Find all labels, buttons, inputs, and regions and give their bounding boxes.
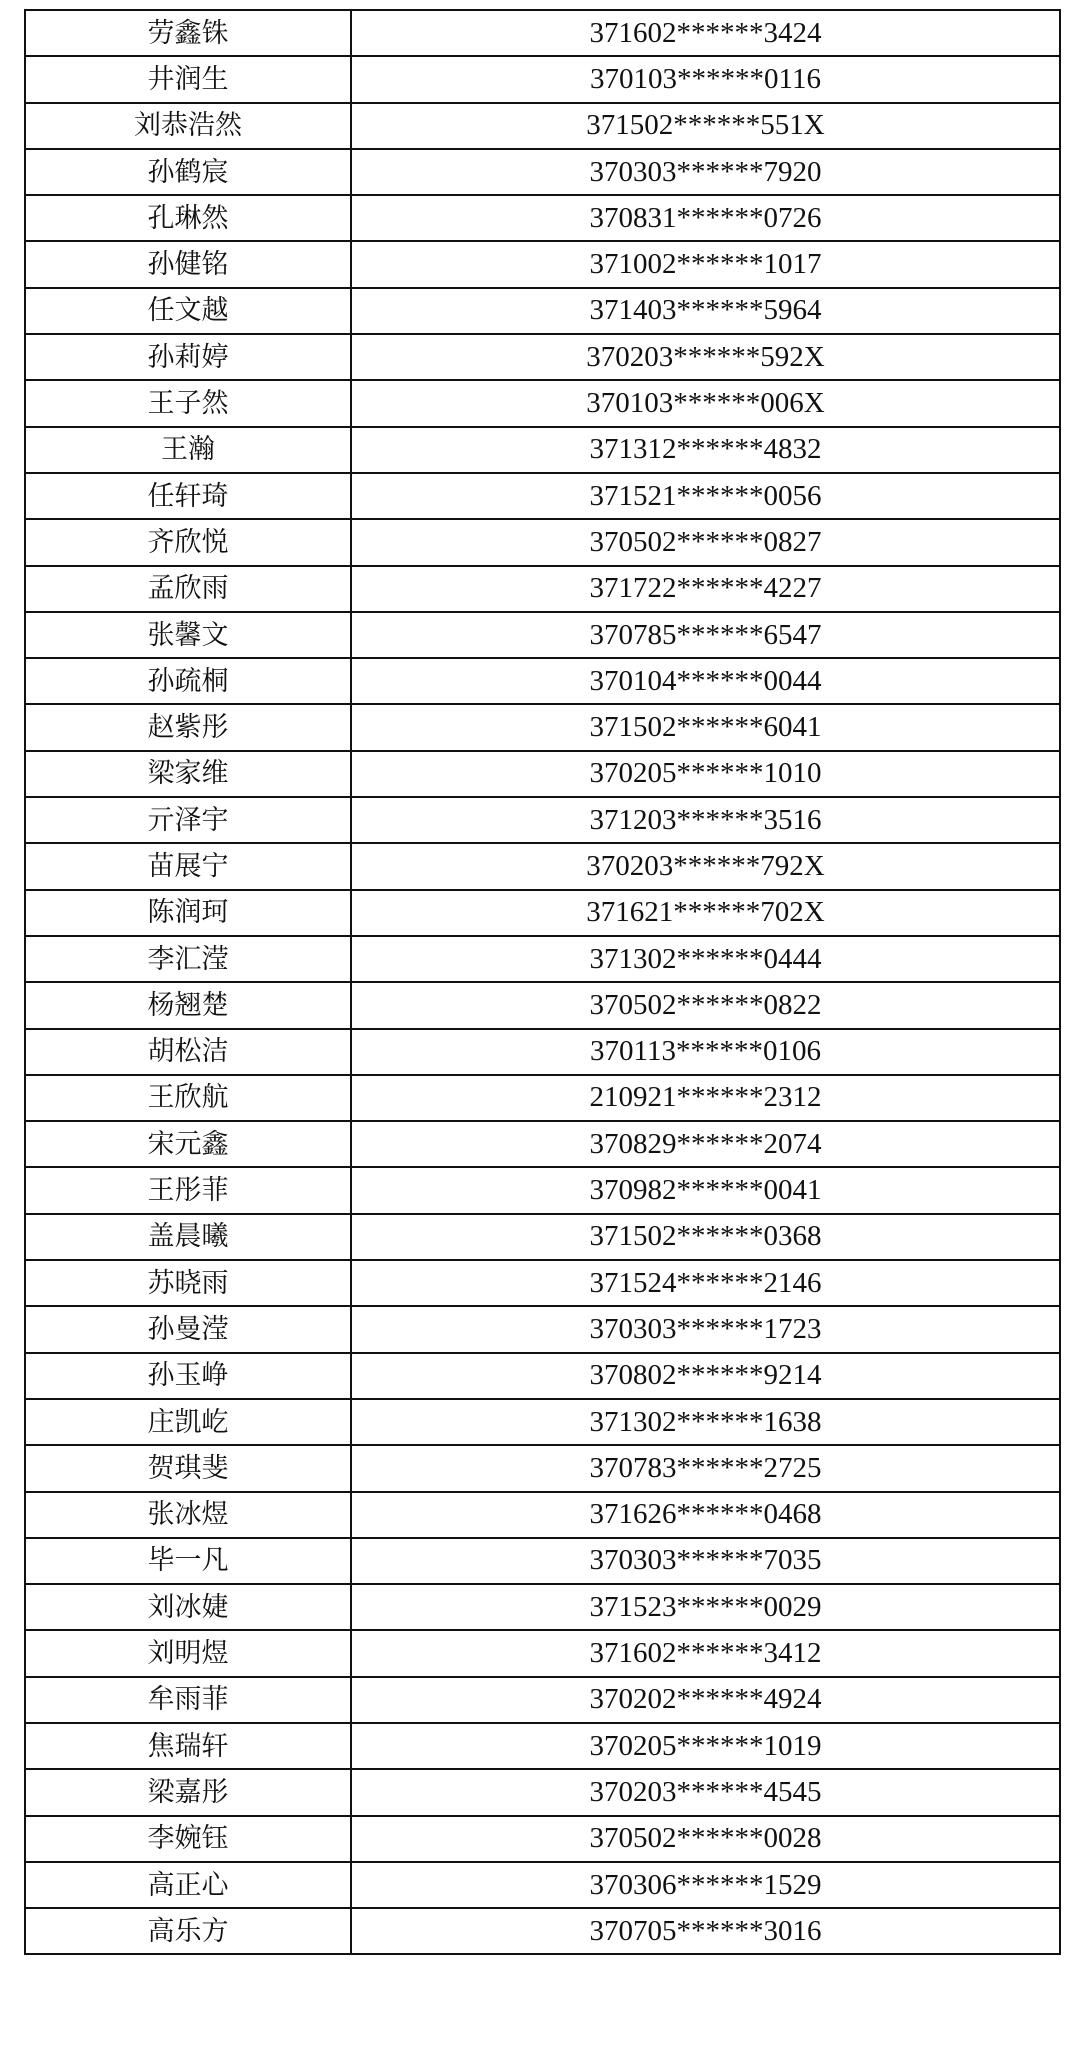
id-number-cell: 370502******0028 bbox=[351, 1816, 1060, 1862]
id-number-cell: 370113******0106 bbox=[351, 1029, 1060, 1075]
table-row bbox=[25, 1538, 1060, 1584]
table-row bbox=[25, 982, 1060, 1028]
name-cell: 胡松洁 bbox=[25, 1029, 351, 1075]
table-row bbox=[25, 1445, 1060, 1491]
table-row bbox=[25, 751, 1060, 797]
table-row bbox=[25, 1353, 1060, 1399]
name-cell: 王彤菲 bbox=[25, 1167, 351, 1213]
id-number-cell: 371602******3412 bbox=[351, 1630, 1060, 1676]
table-row bbox=[25, 1723, 1060, 1769]
table-row bbox=[25, 704, 1060, 750]
name-cell: 李婉钰 bbox=[25, 1816, 351, 1862]
table-row bbox=[25, 612, 1060, 658]
id-number-cell: 370203******4545 bbox=[351, 1769, 1060, 1815]
table-row bbox=[25, 566, 1060, 612]
id-number-cell: 370203******592X bbox=[351, 334, 1060, 380]
id-number-cell: 370829******2074 bbox=[351, 1121, 1060, 1167]
table-row bbox=[25, 56, 1060, 102]
table-row bbox=[25, 658, 1060, 704]
name-cell: 毕一凡 bbox=[25, 1538, 351, 1584]
name-cell: 庄凯屹 bbox=[25, 1399, 351, 1445]
name-cell: 贺琪斐 bbox=[25, 1445, 351, 1491]
name-cell: 宋元鑫 bbox=[25, 1121, 351, 1167]
table-row bbox=[25, 1677, 1060, 1723]
name-cell: 张馨文 bbox=[25, 612, 351, 658]
id-number-cell: 371521******0056 bbox=[351, 473, 1060, 519]
name-cell: 孙鹤宸 bbox=[25, 149, 351, 195]
id-number-cell: 370205******1010 bbox=[351, 751, 1060, 797]
roster-table bbox=[24, 9, 1061, 1955]
id-number-cell: 370306******1529 bbox=[351, 1862, 1060, 1908]
id-number-cell: 371502******0368 bbox=[351, 1214, 1060, 1260]
name-cell: 刘明煜 bbox=[25, 1630, 351, 1676]
name-cell: 高正心 bbox=[25, 1862, 351, 1908]
table-row bbox=[25, 843, 1060, 889]
table-row bbox=[25, 1816, 1060, 1862]
name-cell: 李汇滢 bbox=[25, 936, 351, 982]
table-row bbox=[25, 797, 1060, 843]
id-number-cell: 371602******3424 bbox=[351, 10, 1060, 56]
id-number-cell: 370831******0726 bbox=[351, 195, 1060, 241]
table-row bbox=[25, 1029, 1060, 1075]
table-row bbox=[25, 473, 1060, 519]
table-row bbox=[25, 1908, 1060, 1954]
name-cell: 张冰煜 bbox=[25, 1492, 351, 1538]
name-cell: 孙莉婷 bbox=[25, 334, 351, 380]
id-number-cell: 371502******551X bbox=[351, 103, 1060, 149]
name-cell: 牟雨菲 bbox=[25, 1677, 351, 1723]
name-cell: 陈润珂 bbox=[25, 890, 351, 936]
table-row bbox=[25, 149, 1060, 195]
id-number-cell: 371524******2146 bbox=[351, 1260, 1060, 1306]
table-row bbox=[25, 1121, 1060, 1167]
name-cell: 劳鑫铢 bbox=[25, 10, 351, 56]
name-cell: 杨翘楚 bbox=[25, 982, 351, 1028]
name-cell: 孙健铭 bbox=[25, 241, 351, 287]
id-number-cell: 370502******0822 bbox=[351, 982, 1060, 1028]
id-number-cell: 371626******0468 bbox=[351, 1492, 1060, 1538]
id-number-cell: 370303******1723 bbox=[351, 1306, 1060, 1352]
id-number-cell: 371621******702X bbox=[351, 890, 1060, 936]
id-number-cell: 371302******0444 bbox=[351, 936, 1060, 982]
id-number-cell: 370783******2725 bbox=[351, 1445, 1060, 1491]
name-cell: 梁嘉彤 bbox=[25, 1769, 351, 1815]
table-row bbox=[25, 1769, 1060, 1815]
id-number-cell: 370785******6547 bbox=[351, 612, 1060, 658]
table-row bbox=[25, 890, 1060, 936]
table-row bbox=[25, 1167, 1060, 1213]
name-cell: 孙疏桐 bbox=[25, 658, 351, 704]
id-number-cell: 371302******1638 bbox=[351, 1399, 1060, 1445]
id-number-cell: 370103******0116 bbox=[351, 56, 1060, 102]
table-row bbox=[25, 427, 1060, 473]
table-row bbox=[25, 380, 1060, 426]
id-number-cell: 370104******0044 bbox=[351, 658, 1060, 704]
id-number-cell: 371312******4832 bbox=[351, 427, 1060, 473]
id-number-cell: 370802******9214 bbox=[351, 1353, 1060, 1399]
table-row bbox=[25, 519, 1060, 565]
name-cell: 焦瑞轩 bbox=[25, 1723, 351, 1769]
table-row bbox=[25, 1399, 1060, 1445]
name-cell: 盖晨曦 bbox=[25, 1214, 351, 1260]
table-row bbox=[25, 288, 1060, 334]
name-cell: 亓泽宇 bbox=[25, 797, 351, 843]
id-number-cell: 371403******5964 bbox=[351, 288, 1060, 334]
name-cell: 赵紫彤 bbox=[25, 704, 351, 750]
table-row bbox=[25, 1862, 1060, 1908]
table-row bbox=[25, 334, 1060, 380]
id-number-cell: 371203******3516 bbox=[351, 797, 1060, 843]
id-number-cell: 371722******4227 bbox=[351, 566, 1060, 612]
name-cell: 任文越 bbox=[25, 288, 351, 334]
name-cell: 苏晓雨 bbox=[25, 1260, 351, 1306]
id-number-cell: 210921******2312 bbox=[351, 1075, 1060, 1121]
name-cell: 齐欣悦 bbox=[25, 519, 351, 565]
table-row bbox=[25, 103, 1060, 149]
name-cell: 刘冰婕 bbox=[25, 1584, 351, 1630]
table-row bbox=[25, 1630, 1060, 1676]
name-cell: 孔琳然 bbox=[25, 195, 351, 241]
table-row bbox=[25, 1260, 1060, 1306]
id-number-cell: 370103******006X bbox=[351, 380, 1060, 426]
id-number-cell: 370203******792X bbox=[351, 843, 1060, 889]
id-number-cell: 371002******1017 bbox=[351, 241, 1060, 287]
name-cell: 刘恭浩然 bbox=[25, 103, 351, 149]
table-row bbox=[25, 936, 1060, 982]
table-row bbox=[25, 10, 1060, 56]
id-number-cell: 370502******0827 bbox=[351, 519, 1060, 565]
name-cell: 王欣航 bbox=[25, 1075, 351, 1121]
table-row bbox=[25, 1306, 1060, 1352]
table-row bbox=[25, 1214, 1060, 1260]
table-row bbox=[25, 1492, 1060, 1538]
name-cell: 梁家维 bbox=[25, 751, 351, 797]
table-row bbox=[25, 1584, 1060, 1630]
id-number-cell: 370205******1019 bbox=[351, 1723, 1060, 1769]
table-row bbox=[25, 195, 1060, 241]
table-row bbox=[25, 241, 1060, 287]
name-cell: 苗展宁 bbox=[25, 843, 351, 889]
id-number-cell: 370303******7920 bbox=[351, 149, 1060, 195]
roster-table-body bbox=[25, 10, 1060, 1954]
name-cell: 孙曼滢 bbox=[25, 1306, 351, 1352]
id-number-cell: 371523******0029 bbox=[351, 1584, 1060, 1630]
name-cell: 王瀚 bbox=[25, 427, 351, 473]
name-cell: 王子然 bbox=[25, 380, 351, 426]
name-cell: 井润生 bbox=[25, 56, 351, 102]
id-number-cell: 370705******3016 bbox=[351, 1908, 1060, 1954]
name-cell: 高乐方 bbox=[25, 1908, 351, 1954]
id-number-cell: 371502******6041 bbox=[351, 704, 1060, 750]
table-row bbox=[25, 1075, 1060, 1121]
id-number-cell: 370982******0041 bbox=[351, 1167, 1060, 1213]
name-cell: 任轩琦 bbox=[25, 473, 351, 519]
name-cell: 孟欣雨 bbox=[25, 566, 351, 612]
id-number-cell: 370303******7035 bbox=[351, 1538, 1060, 1584]
id-number-cell: 370202******4924 bbox=[351, 1677, 1060, 1723]
name-cell: 孙玉峥 bbox=[25, 1353, 351, 1399]
